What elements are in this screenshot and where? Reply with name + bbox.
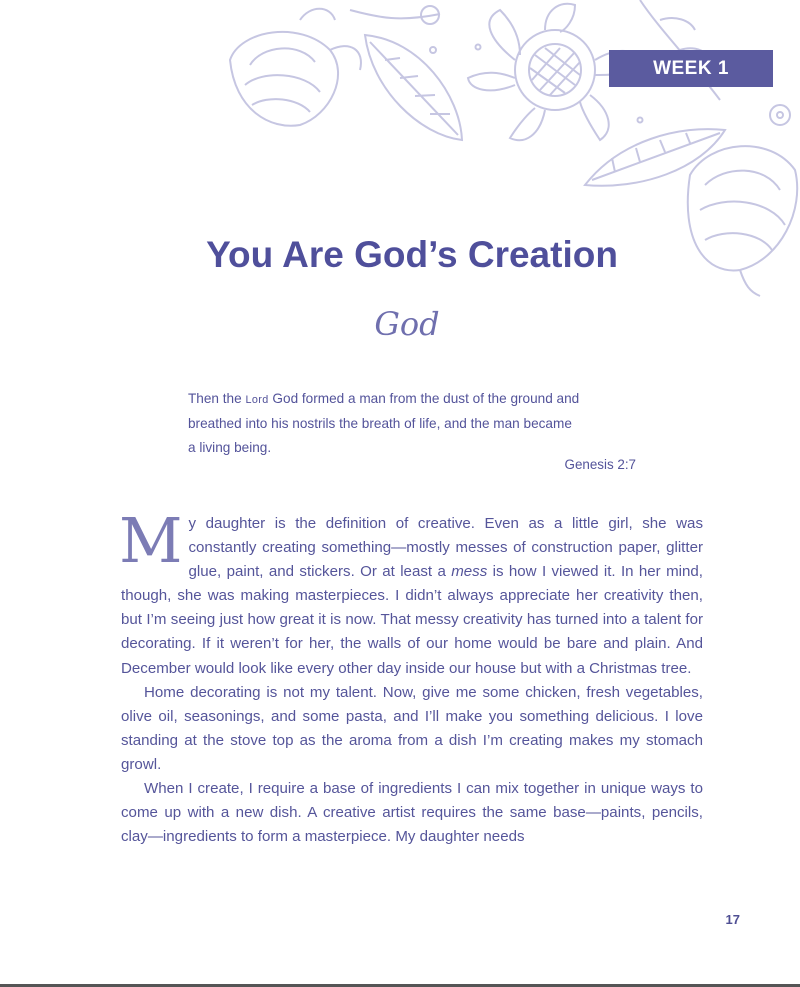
verse-line: Then the Lord God formed a man from the dust of the ground and <box>188 391 580 406</box>
paragraph: Home decorating is not my talent. Now, give me some chicken, fresh vegetables, olive oil, seasonings, and some pasta, and I’ll make you something delicious. I love standing at the stove top as the aroma from a dish I’m creating makes my stomach growl. <box>121 683 703 773</box>
verse-reference: Genesis 2:7 <box>564 457 636 472</box>
page-number: 17 <box>725 912 740 927</box>
bud-flower-left-icon <box>230 9 361 126</box>
drop-cap: M <box>119 504 183 577</box>
verse-line: breathed into his nostrils the breath of life, and the man became <box>188 416 572 431</box>
paragraph: My daughter is the definition of creative. Even as a little girl, she was constantly creating something—mostly messes of construction paper, glitter glue, paint, and stickers. Or at least a mess is how I viewed it. In her mind, though, she was making masterpieces. I didn’t always appreciate her creativity then, but I’m seeing just how great it is now. That messy creativity has turned into a talent for decorating. If it weren’t for her, the walls of our home would be bare and plain. And December would look like every other day inside our house but with a Christmas tree. <box>119 504 703 677</box>
leaf-icon <box>365 35 462 140</box>
script-word: God <box>374 305 440 343</box>
stem-icon <box>350 10 440 18</box>
page-title: You Are God’s Creation <box>206 234 618 275</box>
week-tab: WEEK 1 <box>609 50 773 87</box>
emphasis: mess <box>451 563 488 581</box>
leaf-right-icon <box>585 129 725 186</box>
lord-small-caps: Lord <box>245 394 269 406</box>
small-flower-icon <box>421 6 439 24</box>
scripture-verse <box>188 387 642 460</box>
verse-line: a living being. <box>188 440 272 455</box>
small-flower-right-icon <box>770 105 790 125</box>
paragraph: When I create, I require a base of ingredients I can mix together in unique ways to come up with a new dish. A creative artist requires the same base—paints, pencils, clay—ingredients to form a masterpiece. My daughter needs <box>121 780 703 846</box>
body-text <box>119 504 703 849</box>
